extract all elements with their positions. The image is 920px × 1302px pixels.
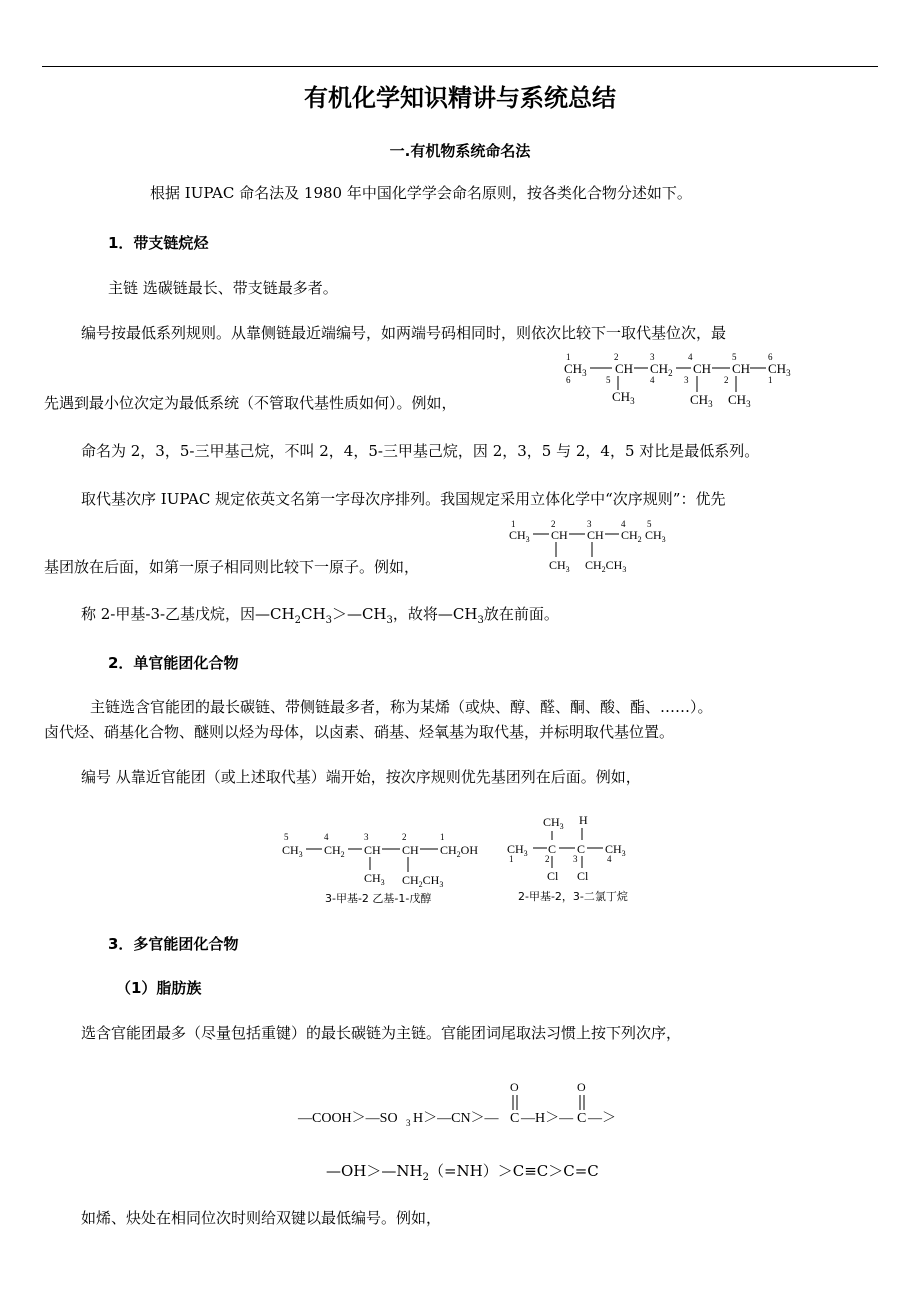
naming-example-1: 命名为 2，3，5-三甲基己烷，不叫 2，4，5-三甲基己烷，因 2，3，5 与 2，4，5 对比是最低系列。 <box>81 442 760 460</box>
group-ch2ch3: $CH_2CH_3$ <box>402 873 444 889</box>
group-ch3: $CH_3$ <box>728 392 751 409</box>
numbering-rule-line2: 先遇到最小位次定为最低系统（不管取代基性质如何）。例如， <box>44 394 457 412</box>
group-ch: CH <box>587 528 604 542</box>
substituent-order-line1: 取代基次序 IUPAC 规定依英文名第一字母次序排列。我国规定采用立体化学中“次序规则”：优先 <box>81 490 726 508</box>
atom-c: C <box>548 842 557 856</box>
conclusion-example-2: 称 2-甲基-3-乙基戊烷，因$—CH_2CH_3>—CH_3$，故将$—CH_3$放在前面。 <box>81 605 559 626</box>
locant: 1 <box>440 832 445 842</box>
locant: 1 <box>511 519 516 529</box>
mono-functional-line2: 卤代烃、硝基化合物、醚则以烃为母体，以卤素、硝基、烃氧基为取代基，并标明取代基位置。 <box>44 723 675 741</box>
group-ch: CH <box>364 843 381 857</box>
locant: 4 <box>621 519 626 529</box>
atom-cl: Cl <box>577 869 589 883</box>
caption-dichlorobutane: 2-甲基-2，3-二氯丁烷 <box>518 890 628 903</box>
locant: 4 <box>607 854 612 864</box>
locant: 5 <box>647 519 652 529</box>
locant: 2 <box>724 375 729 385</box>
locant: 2 <box>402 832 407 842</box>
structure-pentanol <box>280 828 495 890</box>
group-ch: CH <box>732 361 751 376</box>
group-ch3: $CH_3$ <box>645 528 666 544</box>
locant: 3 <box>573 854 578 864</box>
structure-trimethylhexane <box>560 348 820 410</box>
substituent-order-line2: 基团放在后面，如第一原子相同则比较下一原子。例如， <box>44 558 420 576</box>
order-text: —＞ <box>588 1111 616 1126</box>
intro-paragraph: 根据 IUPAC 命名法及 1980 年中国化学学会命名原则，按各类化合物分述如下。 <box>150 184 692 202</box>
carbonyl-oxygen: O <box>510 1080 519 1094</box>
atom-h: H <box>579 813 588 827</box>
group-ch2: $CH_2$ <box>324 843 345 859</box>
locant: 3 <box>587 519 592 529</box>
group-ch3: $CH_3$ <box>507 842 528 858</box>
functional-group-order-2: $—OH>—NH_2(=NH)>C\equiv C>C=C$ <box>326 1162 599 1183</box>
group-ch2oh: $CH_2OH$ <box>440 843 479 859</box>
order-text: H＞—CN＞— <box>413 1111 499 1126</box>
locant: 4 <box>688 352 693 362</box>
locant: 4 <box>324 832 329 842</box>
locant: 5 <box>284 832 289 842</box>
group-ch3: $CH_3$ <box>564 361 587 378</box>
page-title: 有机化学知识精讲与系统总结 <box>304 84 616 112</box>
poly-functional-line1: 选含官能团最多（尽量包括重键）的最长碳链为主链。官能团词尾取法习惯上按下列次序， <box>81 1024 682 1042</box>
functional-group-order-1 <box>296 1076 626 1130</box>
order-text: —COOH＞—SO <box>298 1111 398 1126</box>
locant: 3 <box>684 375 689 385</box>
carbonyl-oxygen: O <box>577 1080 586 1094</box>
header-rule <box>42 66 878 67</box>
locant: 2 <box>614 352 619 362</box>
group-ch3: $CH_3$ <box>768 361 791 378</box>
locant: 6 <box>566 375 571 385</box>
heading-mono-functional: 2．单官能团化合物 <box>108 654 239 672</box>
locant: 3 <box>650 352 655 362</box>
order-text: —H＞— <box>521 1111 574 1126</box>
locant: 2 <box>545 854 550 864</box>
locant: 3 <box>364 832 369 842</box>
section-heading-nomenclature: 一.有机物系统命名法 <box>389 142 531 160</box>
locant: 4 <box>650 375 655 385</box>
group-ch: CH <box>693 361 712 376</box>
bonds <box>533 828 603 868</box>
group-ch: CH <box>551 528 568 542</box>
locant: 1 <box>566 352 571 362</box>
main-chain-rule: 主链 选碳链最长、带支链最多者。 <box>108 279 338 297</box>
locant: 5 <box>606 375 611 385</box>
poly-functional-last: 如烯、炔处在相同位次时则给双键以最低编号。例如， <box>81 1209 442 1227</box>
atom-cl: Cl <box>547 869 559 883</box>
heading-aliphatic: （1）脂肪族 <box>116 979 202 997</box>
locant: 1 <box>509 854 514 864</box>
structure-dichlorobutane <box>505 810 640 886</box>
group-ch3: $CH_3$ <box>282 843 303 859</box>
mono-functional-line1: 主链选含官能团的最长碳链、带侧链最多者，称为某烯（或炔、醇、醛、酮、酸、酯、……）。 <box>90 698 713 716</box>
locant: 5 <box>732 352 737 362</box>
caption-pentanol: 3-甲基-2 乙基-1-戊醇 <box>325 892 432 905</box>
structure-methyl-ethylpentane <box>505 517 705 575</box>
group-ch2: $CH_2$ <box>650 361 673 378</box>
numbering-rule-line1: 编号按最低系列规则。从靠侧链最近端编号，如两端号码相同时，则依次比较下一取代基位次，最 <box>81 324 727 342</box>
group-ch3: $CH_3$ <box>543 815 564 831</box>
mono-functional-numbering: 编号 从靠近官能团（或上述取代基）端开始，按次序规则优先基团列在后面。例如， <box>81 768 641 786</box>
group-ch: CH <box>402 843 419 857</box>
group-ch3: $CH_3$ <box>364 871 385 887</box>
heading-branched-alkanes: 1．带支链烷烃 <box>108 234 209 252</box>
group-ch: CH <box>615 361 634 376</box>
group-ch3: $CH_3$ <box>509 528 530 544</box>
group-ch3: $CH_3$ <box>605 842 626 858</box>
double-bonds <box>513 1095 584 1110</box>
carbonyl-carbon: C <box>510 1111 520 1126</box>
heading-poly-functional: 3．多官能团化合物 <box>108 935 239 953</box>
atom-c: C <box>577 842 586 856</box>
subscript: 3 <box>406 1118 411 1128</box>
group-ch3: $CH_3$ <box>549 558 570 574</box>
group-ch2: $CH_2CH_3$ <box>585 558 627 574</box>
locant: 2 <box>551 519 556 529</box>
locant: 6 <box>768 352 773 362</box>
bonds <box>533 534 619 557</box>
group-ch3: $CH_3$ <box>690 392 713 409</box>
locant: 1 <box>768 375 773 385</box>
group-ch3: $CH_3$ <box>612 389 635 406</box>
group-ch2: $CH_2$ <box>621 528 642 544</box>
carbonyl-carbon: C <box>577 1111 587 1126</box>
